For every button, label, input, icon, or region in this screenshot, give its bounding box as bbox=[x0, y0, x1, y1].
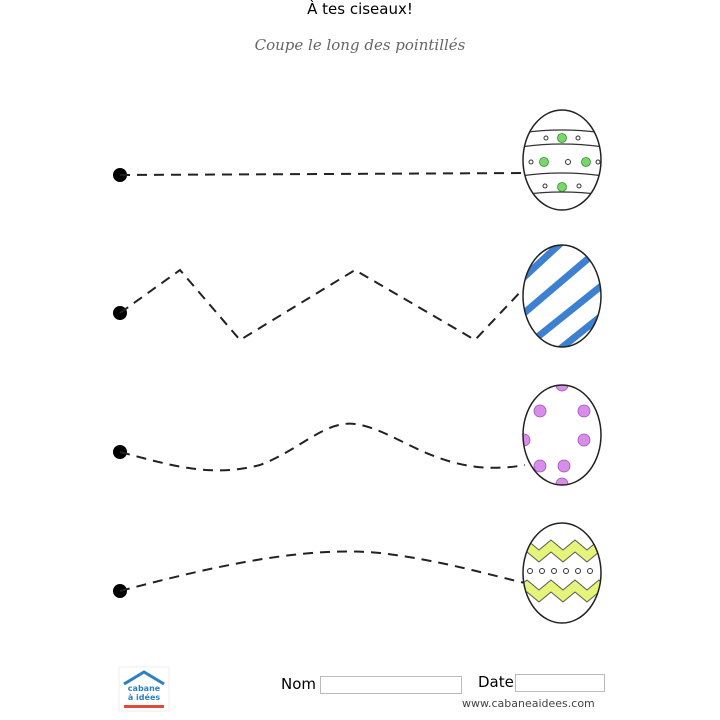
logo-line-2: à idées bbox=[127, 693, 161, 702]
cabane-a-idees-logo bbox=[118, 666, 170, 712]
easter-egg-stripes bbox=[510, 230, 615, 365]
worksheet-subtitle: Coupe le long des pointillés bbox=[254, 36, 466, 54]
website-url: www.cabaneaidees.com bbox=[462, 697, 595, 710]
cutting-line-curve bbox=[120, 551, 525, 591]
cutting-line-zigzag bbox=[120, 270, 525, 340]
cutting-line-wave bbox=[120, 424, 525, 471]
date-label: Date bbox=[478, 673, 514, 691]
easter-egg-polka-dots bbox=[518, 379, 601, 490]
nom-field[interactable] bbox=[320, 676, 462, 694]
easter-egg-zigzag bbox=[515, 523, 611, 623]
nom-label: Nom bbox=[281, 675, 317, 693]
easter-egg-flowers bbox=[520, 110, 604, 210]
logo-line-1: cabane bbox=[127, 684, 161, 693]
worksheet-title: À tes ciseaux! bbox=[307, 0, 413, 18]
cutting-line-straight bbox=[120, 173, 525, 175]
date-field[interactable] bbox=[515, 674, 605, 692]
